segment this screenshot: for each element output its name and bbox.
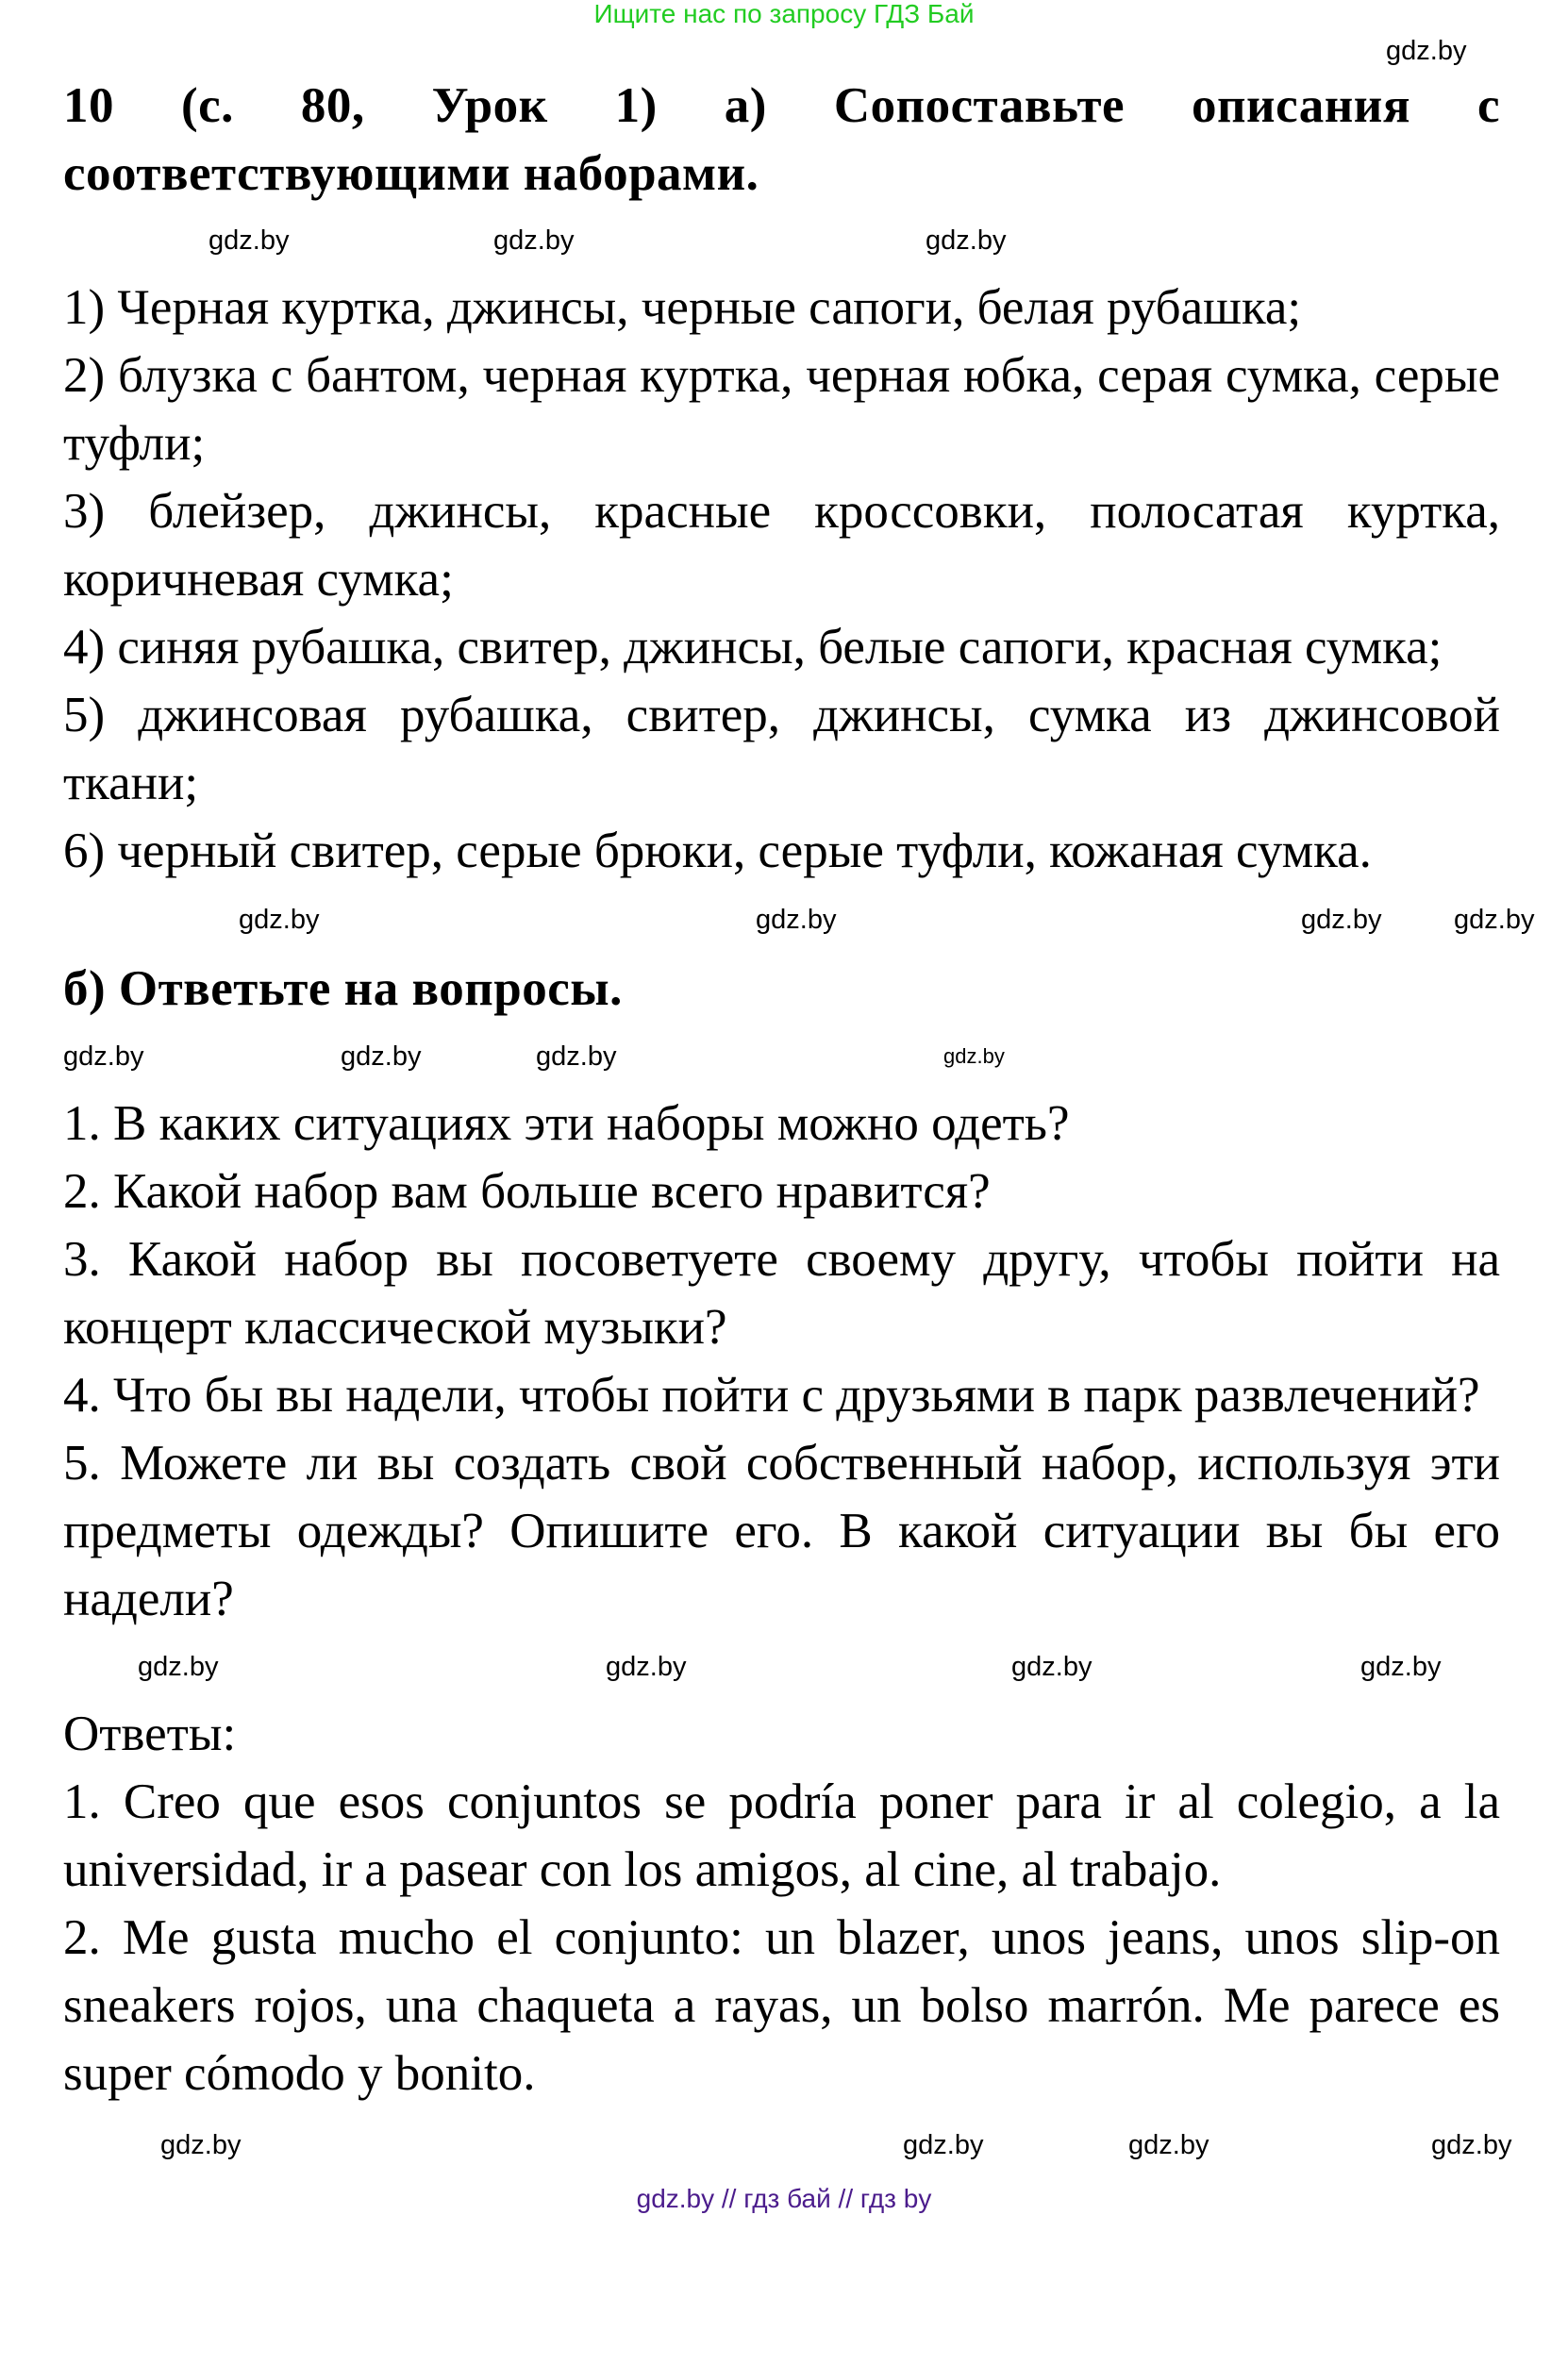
answer-item: 2. Me gusta mucho el conjunto: un blazer, unos jeans, unos slip-on sneakers rojos, una chaqueta a rayas, un bolso marrón. Me parece es super cómodo y bonito.	[63, 1910, 1500, 2101]
question-item: 4. Что бы вы надели, чтобы пойти с друзьями в парк развлечений?	[63, 1368, 1480, 1423]
questions-list	[63, 1090, 1500, 1633]
watermark: gdz.by	[606, 1652, 687, 1682]
watermark: gdz.by	[1360, 1652, 1442, 1682]
watermark-row	[0, 2107, 1568, 2183]
watermark: gdz.by	[209, 225, 290, 256]
watermark: gdz.by	[926, 225, 1007, 256]
heading-b-text: б) Ответьте на вопросы.	[63, 961, 623, 1016]
watermark-row	[0, 208, 1568, 274]
watermark: gdz.by	[536, 1041, 617, 1072]
watermark: gdz.by	[1454, 905, 1535, 935]
question-item: 3. Какой набор вы посоветуете своему другу, чтобы пойти на концерт классической музыки?	[63, 1232, 1500, 1355]
watermark: gdz.by	[903, 2130, 984, 2160]
heading-a-text: 10 (с. 80, Урок 1) а) Сопоставьте описания с соответствующими наборами.	[63, 78, 1500, 201]
watermark: gdz.by	[1386, 36, 1467, 66]
watermark: gdz.by	[239, 905, 320, 935]
watermark: gdz.by	[138, 1652, 219, 1682]
footer-links[interactable]: gdz.by // гдз бай // гдз by	[636, 2184, 932, 2213]
clothing-sets-list	[63, 274, 1500, 885]
question-item: 1. В каких ситуациях эти наборы можно одеть?	[63, 1096, 1070, 1151]
watermark-row	[0, 885, 1568, 955]
watermark: gdz.by	[341, 1041, 422, 1072]
watermark-row	[0, 1023, 1568, 1090]
watermark: gdz.by	[63, 1041, 144, 1072]
watermark: gdz.by	[1128, 2130, 1209, 2160]
exercise-heading-b	[63, 955, 1500, 1023]
list-item: 1) Черная куртка, джинсы, черные сапоги, белая рубашка;	[63, 280, 1302, 335]
watermark: gdz.by	[756, 905, 837, 935]
page-content	[0, 72, 1568, 2215]
watermark: gdz.by	[1011, 1652, 1093, 1682]
watermark: gdz.by	[943, 1044, 1005, 1068]
answers-section	[63, 1700, 1500, 2107]
watermark-row	[0, 28, 1568, 72]
watermark: gdz.by	[160, 2130, 242, 2160]
question-item: 2. Какой набор вам больше всего нравится?	[63, 1164, 991, 1219]
watermark: gdz.by	[1301, 905, 1382, 935]
watermark: gdz.by	[493, 225, 575, 256]
question-item: 5. Можете ли вы создать свой собственный набор, используя эти предметы одежды? Опишите его. В какой ситуации вы бы его надели?	[63, 1436, 1500, 1626]
list-item: 3) блейзер, джинсы, красные кроссовки, полосатая куртка, коричневая сумка;	[63, 484, 1500, 607]
list-item: 2) блузка с бантом, черная куртка, черная юбка, серая сумка, серые туфли;	[63, 348, 1500, 471]
watermark: gdz.by	[1431, 2130, 1512, 2160]
top-banner-link[interactable]: Ищите нас по запросу ГДЗ Бай	[593, 0, 975, 28]
answer-item: 1. Creo que esos conjuntos se podría poner para ir al colegio, a la universidad, ir a pasear con los amigos, al cine, al trabajo.	[63, 1774, 1500, 1897]
answers-label: Ответы:	[63, 1707, 237, 1761]
list-item: 5) джинсовая рубашка, свитер, джинсы, сумка из джинсовой ткани;	[63, 688, 1500, 810]
exercise-heading-a	[63, 72, 1500, 208]
list-item: 4) синяя рубашка, свитер, джинсы, белые сапоги, красная сумка;	[63, 620, 1443, 675]
watermark-row	[0, 1633, 1568, 1700]
list-item: 6) черный свитер, серые брюки, серые туфли, кожаная сумка.	[63, 824, 1372, 878]
